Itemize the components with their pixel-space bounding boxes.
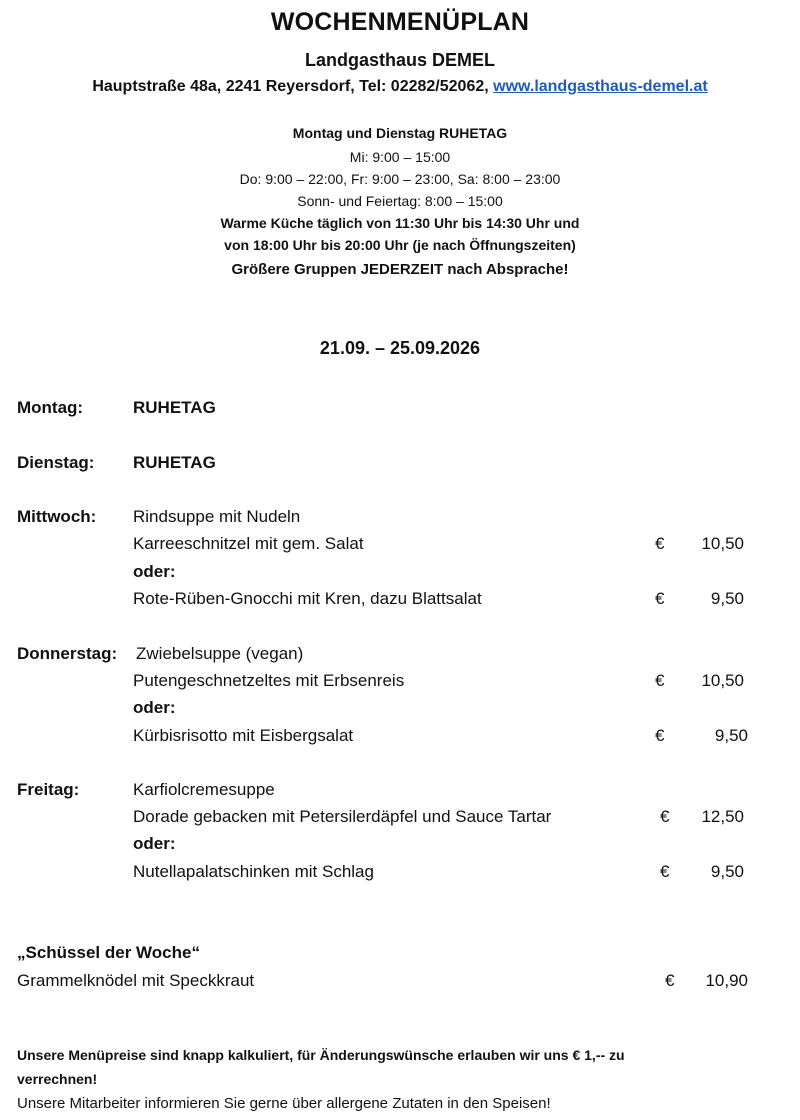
tuesday-ruhetag: RUHETAG — [133, 453, 216, 472]
page-title: WOCHENMENÜPLAN — [270, 8, 530, 36]
kitchen-hours-1: Warme Küche täglich von 11:30 Uhr bis 14:30 Uhr und — [220, 215, 580, 231]
day-label-thursday: Donnerstag: — [17, 644, 118, 663]
euro-sign: € — [665, 971, 675, 990]
address-text: Hauptstraße 48a, 2241 Reyersdorf, Tel: 02282/52062, — [92, 78, 494, 95]
thursday-price-2: 9,50 — [714, 726, 748, 745]
thursday-or: oder: — [133, 698, 176, 717]
friday-or: oder: — [133, 834, 176, 853]
special-title: „Schüssel der Woche“ — [17, 943, 200, 962]
hours-wednesday: Mi: 9:00 – 15:00 — [349, 149, 451, 165]
euro-sign: € — [660, 862, 670, 881]
euro-sign: € — [655, 534, 665, 553]
footer-line-3: Unsere Mitarbeiter informieren Sie gerne über allergene Zutaten in den Speisen! — [17, 1095, 551, 1112]
friday-main-1: Dorade gebacken mit Petersilerdäpfel und Sauce Tartar — [133, 807, 552, 826]
thursday-main-2: Kürbisrisotto mit Eisbergsalat — [133, 726, 354, 745]
friday-price-1: 12,50 — [701, 807, 744, 826]
week-range: 21.09. – 25.09.2026 — [319, 338, 481, 358]
wednesday-main-2: Rote-Rüben-Gnocchi mit Kren, dazu Blattsalat — [133, 589, 482, 608]
thursday-price-1: 10,50 — [701, 671, 744, 690]
closed-days: Montag und Dienstag RUHETAG — [292, 125, 508, 141]
friday-main-2: Nutellapalatschinken mit Schlag — [133, 862, 374, 881]
website-link[interactable]: www.landgasthaus-demel.at — [493, 78, 708, 95]
hours-sunday: Sonn- und Feiertag: 8:00 – 15:00 — [297, 193, 503, 209]
footer-line-2: verrechnen! — [17, 1071, 98, 1087]
wednesday-main-1: Karreeschnitzel mit gem. Salat — [133, 534, 364, 553]
euro-sign: € — [655, 726, 665, 745]
restaurant-name: Landgasthaus DEMEL — [304, 50, 496, 70]
day-label-monday: Montag: — [17, 398, 84, 417]
wednesday-or: oder: — [133, 562, 176, 581]
day-label-wednesday: Mittwoch: — [17, 507, 97, 526]
footer-line-1: Unsere Menüpreise sind knapp kalkuliert, für Änderungswünsche erlauben wir uns € 1,-- zu — [17, 1047, 625, 1063]
groups-note: Größere Gruppen JEDERZEIT nach Absprache! — [231, 261, 569, 278]
day-label-tuesday: Dienstag: — [17, 453, 95, 472]
hours-thu-sat: Do: 9:00 – 22:00, Fr: 9:00 – 23:00, Sa: 8:00 – 23:00 — [239, 171, 561, 187]
day-label-friday: Freitag: — [17, 780, 80, 799]
wednesday-soup: Rindsuppe mit Nudeln — [133, 507, 301, 526]
euro-sign: € — [655, 589, 665, 608]
wednesday-price-2: 9,50 — [710, 589, 744, 608]
wednesday-price-1: 10,50 — [701, 534, 744, 553]
address-line — [0, 78, 800, 96]
monday-ruhetag: RUHETAG — [133, 398, 216, 417]
euro-sign: € — [660, 807, 670, 826]
friday-soup: Karfiolcremesuppe — [133, 780, 275, 799]
special-dish: Grammelknödel mit Speckkraut — [17, 971, 255, 990]
thursday-soup: Zwiebelsuppe (vegan) — [136, 644, 304, 663]
thursday-main-1: Putengeschnetzeltes mit Erbsenreis — [133, 671, 405, 690]
special-price: 10,90 — [705, 971, 748, 990]
kitchen-hours-2: von 18:00 Uhr bis 20:00 Uhr (je nach Öffnungszeiten) — [224, 237, 576, 253]
friday-price-2: 9,50 — [710, 862, 744, 881]
euro-sign: € — [655, 671, 665, 690]
